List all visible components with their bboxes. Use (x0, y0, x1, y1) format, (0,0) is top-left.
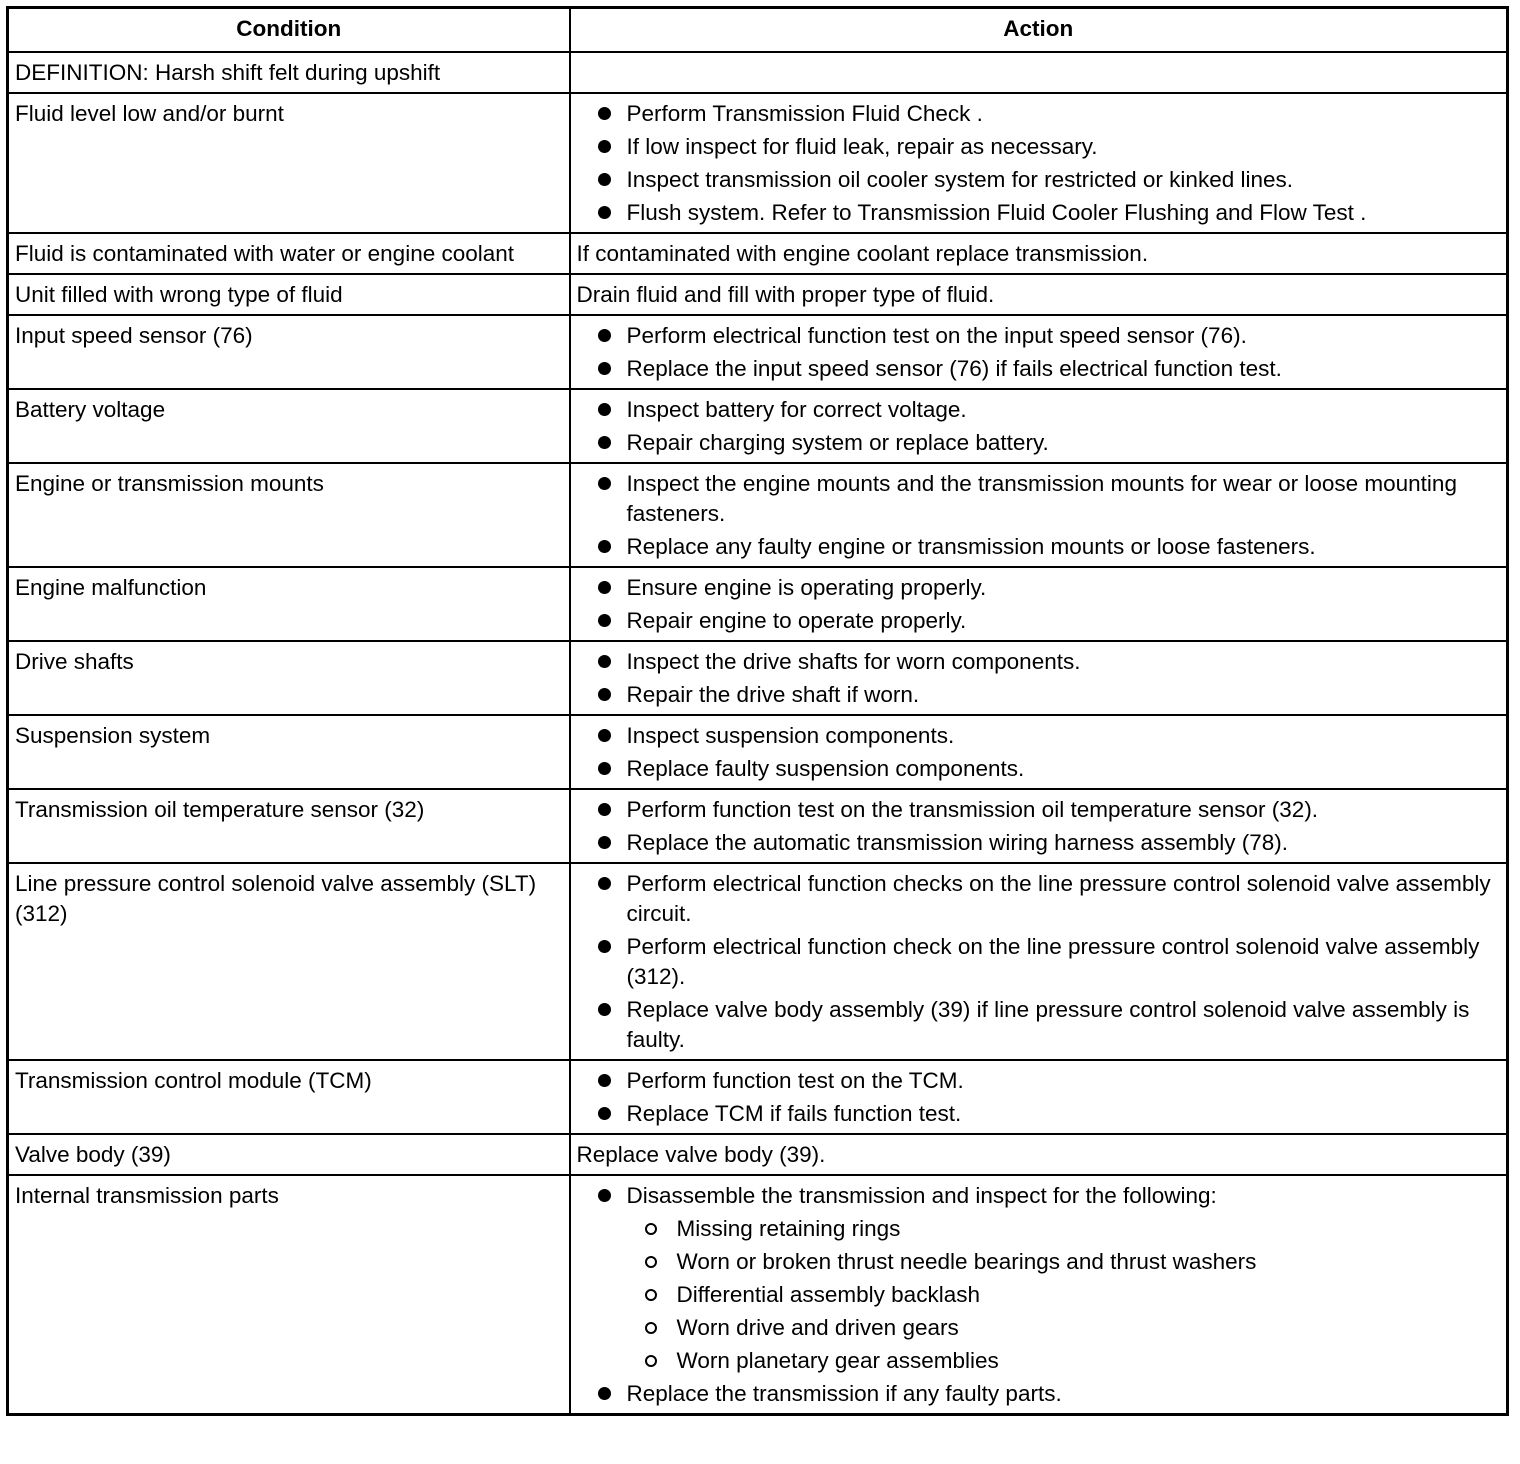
action-cell (570, 1175, 1508, 1415)
table-row (8, 389, 1508, 463)
condition-cell: Input speed sensor (76) (8, 315, 570, 389)
list-item-text: Replace TCM if fails function test. (626, 1101, 962, 1126)
table-row (8, 463, 1508, 567)
list-item-text: Inspect battery for correct voltage. (626, 397, 967, 422)
list-item-text: Repair charging system or replace battery. (626, 430, 1049, 455)
table-row (8, 274, 1508, 315)
list-item (577, 395, 1501, 425)
bullet-icon (598, 436, 611, 449)
list-item-text: Flush system. Refer to Transmission Fluid Cooler Flushing and Flow Test . (626, 200, 1367, 225)
condition-cell: Engine malfunction (8, 567, 570, 641)
action-text: If contaminated with engine coolant replace transmission. (576, 241, 1149, 266)
bullet-icon (598, 403, 611, 416)
list-item (577, 321, 1501, 351)
list-item (577, 1379, 1501, 1409)
bullet-icon (598, 206, 611, 219)
table-row (8, 567, 1508, 641)
bullet-icon (598, 477, 611, 490)
list-item (577, 354, 1501, 384)
action-cell (570, 463, 1508, 567)
circle-bullet-icon (645, 1223, 657, 1235)
condition-cell: Battery voltage (8, 389, 570, 463)
action-list (577, 573, 1501, 636)
list-item (577, 132, 1501, 162)
bullet-icon (598, 655, 611, 668)
condition-cell: Fluid level low and/or burnt (8, 93, 570, 233)
action-list (577, 1066, 1501, 1129)
action-cell (570, 715, 1508, 789)
action-cell (570, 389, 1508, 463)
sub-list (627, 1214, 1501, 1376)
list-item-text: Replace the transmission if any faulty parts. (626, 1381, 1062, 1406)
action-cell (570, 52, 1508, 93)
list-item-text: Replace valve body assembly (39) if line pressure control solenoid valve assembly is faulty. (626, 997, 1470, 1052)
sub-list-item-text: Worn planetary gear assemblies (676, 1348, 999, 1373)
list-item-text: Perform electrical function check on the line pressure control solenoid valve assembly (312). (626, 934, 1480, 989)
condition-cell: Transmission control module (TCM) (8, 1060, 570, 1134)
action-cell (570, 1134, 1508, 1175)
action-list (577, 1181, 1501, 1409)
document-page (6, 6, 1506, 1416)
list-item (577, 99, 1501, 129)
bullet-icon (598, 107, 611, 120)
list-item-text: If low inspect for fluid leak, repair as necessary. (626, 134, 1098, 159)
list-item-text: Inspect transmission oil cooler system for restricted or kinked lines. (626, 167, 1293, 192)
action-text: Drain fluid and fill with proper type of fluid. (576, 282, 995, 307)
sub-list-item (627, 1247, 1501, 1277)
list-item-text: Inspect the drive shafts for worn components. (626, 649, 1081, 674)
bullet-icon (598, 540, 611, 553)
list-item (577, 532, 1501, 562)
bullet-icon (598, 581, 611, 594)
circle-bullet-icon (645, 1256, 657, 1268)
list-item (577, 573, 1501, 603)
bullet-icon (598, 614, 611, 627)
bullet-icon (598, 940, 611, 953)
bullet-icon (598, 1189, 611, 1202)
list-item-text: Inspect the engine mounts and the transmission mounts for wear or loose mounting fasteners. (626, 471, 1457, 526)
action-cell (570, 1060, 1508, 1134)
table-row (8, 93, 1508, 233)
list-item-text: Replace faulty suspension components. (626, 756, 1025, 781)
action-list (577, 395, 1501, 458)
bullet-icon (598, 1074, 611, 1087)
list-item (577, 1181, 1501, 1376)
list-item-text: Replace the input speed sensor (76) if fails electrical function test. (626, 356, 1282, 381)
bullet-icon (598, 140, 611, 153)
condition-cell: Engine or transmission mounts (8, 463, 570, 567)
action-cell (570, 641, 1508, 715)
list-item (577, 932, 1501, 992)
sub-list-item (627, 1346, 1501, 1376)
action-cell (570, 233, 1508, 274)
action-list (577, 869, 1501, 1055)
bullet-icon (598, 1003, 611, 1016)
list-item-text: Perform electrical function checks on the line pressure control solenoid valve assembly circuit. (626, 871, 1491, 926)
bullet-icon (598, 729, 611, 742)
table-row (8, 233, 1508, 274)
circle-bullet-icon (645, 1355, 657, 1367)
list-item (577, 995, 1501, 1055)
list-item (577, 795, 1501, 825)
table-row (8, 863, 1508, 1060)
bullet-icon (598, 1387, 611, 1400)
action-cell (570, 93, 1508, 233)
action-list (577, 721, 1501, 784)
action-list (577, 647, 1501, 710)
table-body (8, 52, 1508, 1415)
list-item (577, 721, 1501, 751)
circle-bullet-icon (645, 1322, 657, 1334)
column-header-condition: Condition (8, 8, 570, 53)
diagnostic-table (6, 6, 1509, 1416)
list-item (577, 165, 1501, 195)
action-cell (570, 274, 1508, 315)
condition-cell: Line pressure control solenoid valve assembly (SLT) (312) (8, 863, 570, 1060)
sub-list-item-text: Missing retaining rings (676, 1216, 901, 1241)
action-text: Replace valve body (39). (576, 1142, 826, 1167)
bullet-icon (598, 173, 611, 186)
list-item-text: Perform function test on the TCM. (626, 1068, 964, 1093)
condition-cell: Internal transmission parts (8, 1175, 570, 1415)
sub-list-item (627, 1280, 1501, 1310)
list-item-text: Repair the drive shaft if worn. (626, 682, 920, 707)
list-item-text: Repair engine to operate properly. (626, 608, 967, 633)
list-item (577, 680, 1501, 710)
action-cell (570, 789, 1508, 863)
sub-list-item-text: Worn or broken thrust needle bearings and thrust washers (676, 1249, 1257, 1274)
sub-list-item (627, 1214, 1501, 1244)
list-item (577, 606, 1501, 636)
list-item (577, 469, 1501, 529)
bullet-icon (598, 803, 611, 816)
bullet-icon (598, 329, 611, 342)
bullet-icon (598, 877, 611, 890)
condition-cell: Fluid is contaminated with water or engine coolant (8, 233, 570, 274)
table-row (8, 789, 1508, 863)
list-item (577, 1099, 1501, 1129)
list-item-text: Disassemble the transmission and inspect for the following: (626, 1183, 1217, 1208)
bullet-icon (598, 762, 611, 775)
table-row (8, 52, 1508, 93)
table-row (8, 1134, 1508, 1175)
bullet-icon (598, 1107, 611, 1120)
action-list (577, 99, 1501, 228)
list-item-text: Perform Transmission Fluid Check . (626, 101, 983, 126)
condition-cell: Unit filled with wrong type of fluid (8, 274, 570, 315)
table-row (8, 715, 1508, 789)
sub-list-item-text: Differential assembly backlash (676, 1282, 980, 1307)
list-item-text: Replace any faulty engine or transmission mounts or loose fasteners. (626, 534, 1316, 559)
bullet-icon (598, 688, 611, 701)
table-row (8, 641, 1508, 715)
action-list (577, 321, 1501, 384)
column-header-action: Action (570, 8, 1508, 53)
list-item (577, 869, 1501, 929)
list-item (577, 828, 1501, 858)
condition-cell: DEFINITION: Harsh shift felt during upshift (8, 52, 570, 93)
sub-list-item (627, 1313, 1501, 1343)
table-row (8, 1175, 1508, 1415)
list-item-text: Perform electrical function test on the input speed sensor (76). (626, 323, 1247, 348)
action-cell (570, 863, 1508, 1060)
condition-cell: Valve body (39) (8, 1134, 570, 1175)
list-item (577, 198, 1501, 228)
sub-list-item-text: Worn drive and driven gears (676, 1315, 959, 1340)
table-row (8, 1060, 1508, 1134)
list-item (577, 647, 1501, 677)
action-list (577, 469, 1501, 562)
action-cell (570, 315, 1508, 389)
circle-bullet-icon (645, 1289, 657, 1301)
list-item (577, 754, 1501, 784)
table-row (8, 315, 1508, 389)
list-item-text: Inspect suspension components. (626, 723, 955, 748)
list-item (577, 428, 1501, 458)
action-list (577, 795, 1501, 858)
bullet-icon (598, 836, 611, 849)
list-item-text: Perform function test on the transmission oil temperature sensor (32). (626, 797, 1319, 822)
list-item-text: Replace the automatic transmission wiring harness assembly (78). (626, 830, 1289, 855)
list-item (577, 1066, 1501, 1096)
condition-cell: Drive shafts (8, 641, 570, 715)
header-row (8, 8, 1508, 53)
list-item-text: Ensure engine is operating properly. (626, 575, 987, 600)
condition-cell: Transmission oil temperature sensor (32) (8, 789, 570, 863)
condition-cell: Suspension system (8, 715, 570, 789)
action-cell (570, 567, 1508, 641)
bullet-icon (598, 362, 611, 375)
